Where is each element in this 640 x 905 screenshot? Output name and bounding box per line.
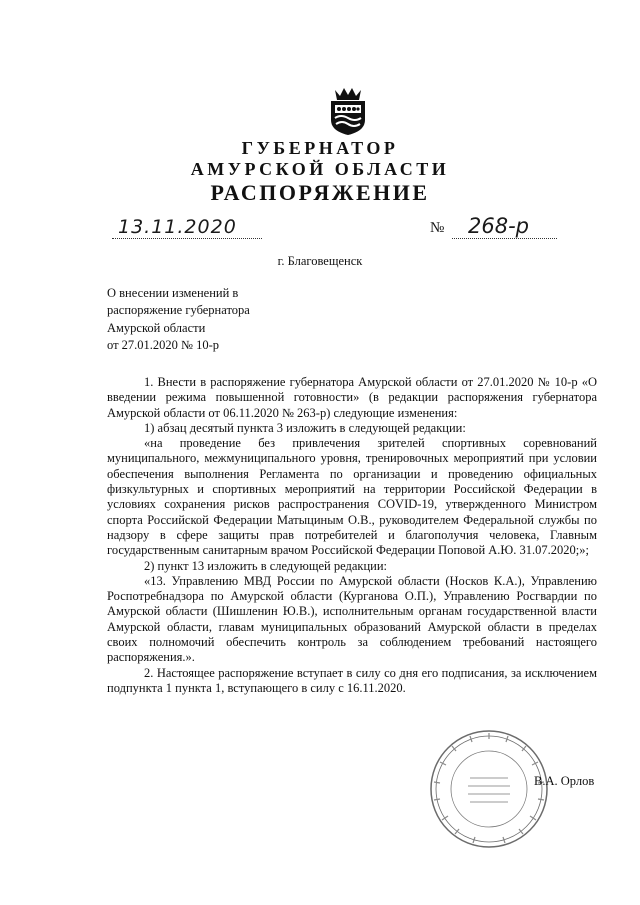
- subject-line: распоряжение губернатора: [107, 303, 250, 318]
- title-governor: ГУБЕРНАТОР: [241, 138, 399, 158]
- paragraph: 2. Настоящее распоряжение вступает в силу со дня его подписания, за исключением подпункта 1 пункта 1, вступающего в силу с 16.11.2020.: [107, 665, 597, 695]
- title-region: АМУРСКОЙ ОБЛАСТИ: [190, 159, 450, 179]
- document-body: [107, 375, 597, 696]
- city: г. Благовещенск: [277, 254, 363, 268]
- paragraph: «13. Управлению МВД России по Амурской области (Носков К.А.), Управлению Роспотребнадзора по Амурской области (Курганова О.П.), Управлению Росгвардии по Амурской области (Шишленин Ю.В.), исполнительным органам государственной власти Амурской области, главам муниципальных образований Амурской области в пределах своих полномочий обеспечить контроль за соблюдением требований настоящего распоряжения.».: [107, 573, 597, 665]
- document-type: РАСПОРЯЖЕНИЕ: [210, 180, 430, 205]
- document-number: 268-р: [468, 214, 529, 238]
- date-underline: [112, 238, 262, 239]
- official-seal-stamp: [428, 728, 550, 850]
- paragraph: 1. Внести в распоряжение губернатора Амурской области от 27.01.2020 № 10-р «О введении режима повышенной готовности» (в редакции распоряжения губернатора Амурской области от 06.11.2020 № 263-р) следующие изменения:: [107, 375, 597, 420]
- paragraph: 1) абзац десятый пункта 3 изложить в следующей редакции:: [144, 420, 466, 435]
- document-subject: [107, 285, 250, 354]
- subject-line: Амурской области: [107, 320, 206, 335]
- paragraph: 2) пункт 13 изложить в следующей редакции:: [144, 558, 387, 573]
- number-sign: №: [430, 220, 445, 236]
- paragraph: «на проведение без привлечения зрителей спортивных соревнований муниципального, межмуниципального уровня, тренировочных мероприятий при условии обеспечения выполнения Регламента по организации и проведению официальных физкультурных и спортивных мероприятий на территории Российской Федерации в условиях сохранения рисков распространения COVID-19, утвержденного Министром спорта Российской Федерации Матыциным О.В., руководителем Федеральной службы по надзору в сфере защиты прав потребителей и благополучия человека, Главным государственным санитарным врачом Российской Федерации Поповой А.Ю. 31.07.2020;»;: [107, 436, 597, 558]
- number-underline: [452, 238, 557, 239]
- subject-line: от 27.01.2020 № 10-р: [107, 337, 220, 352]
- signer-name: В.А. Орлов: [534, 774, 595, 788]
- subject-line: О внесении изменений в: [107, 286, 239, 300]
- coat-of-arms-emblem: [326, 86, 370, 136]
- document-date: 13.11.2020: [118, 216, 237, 238]
